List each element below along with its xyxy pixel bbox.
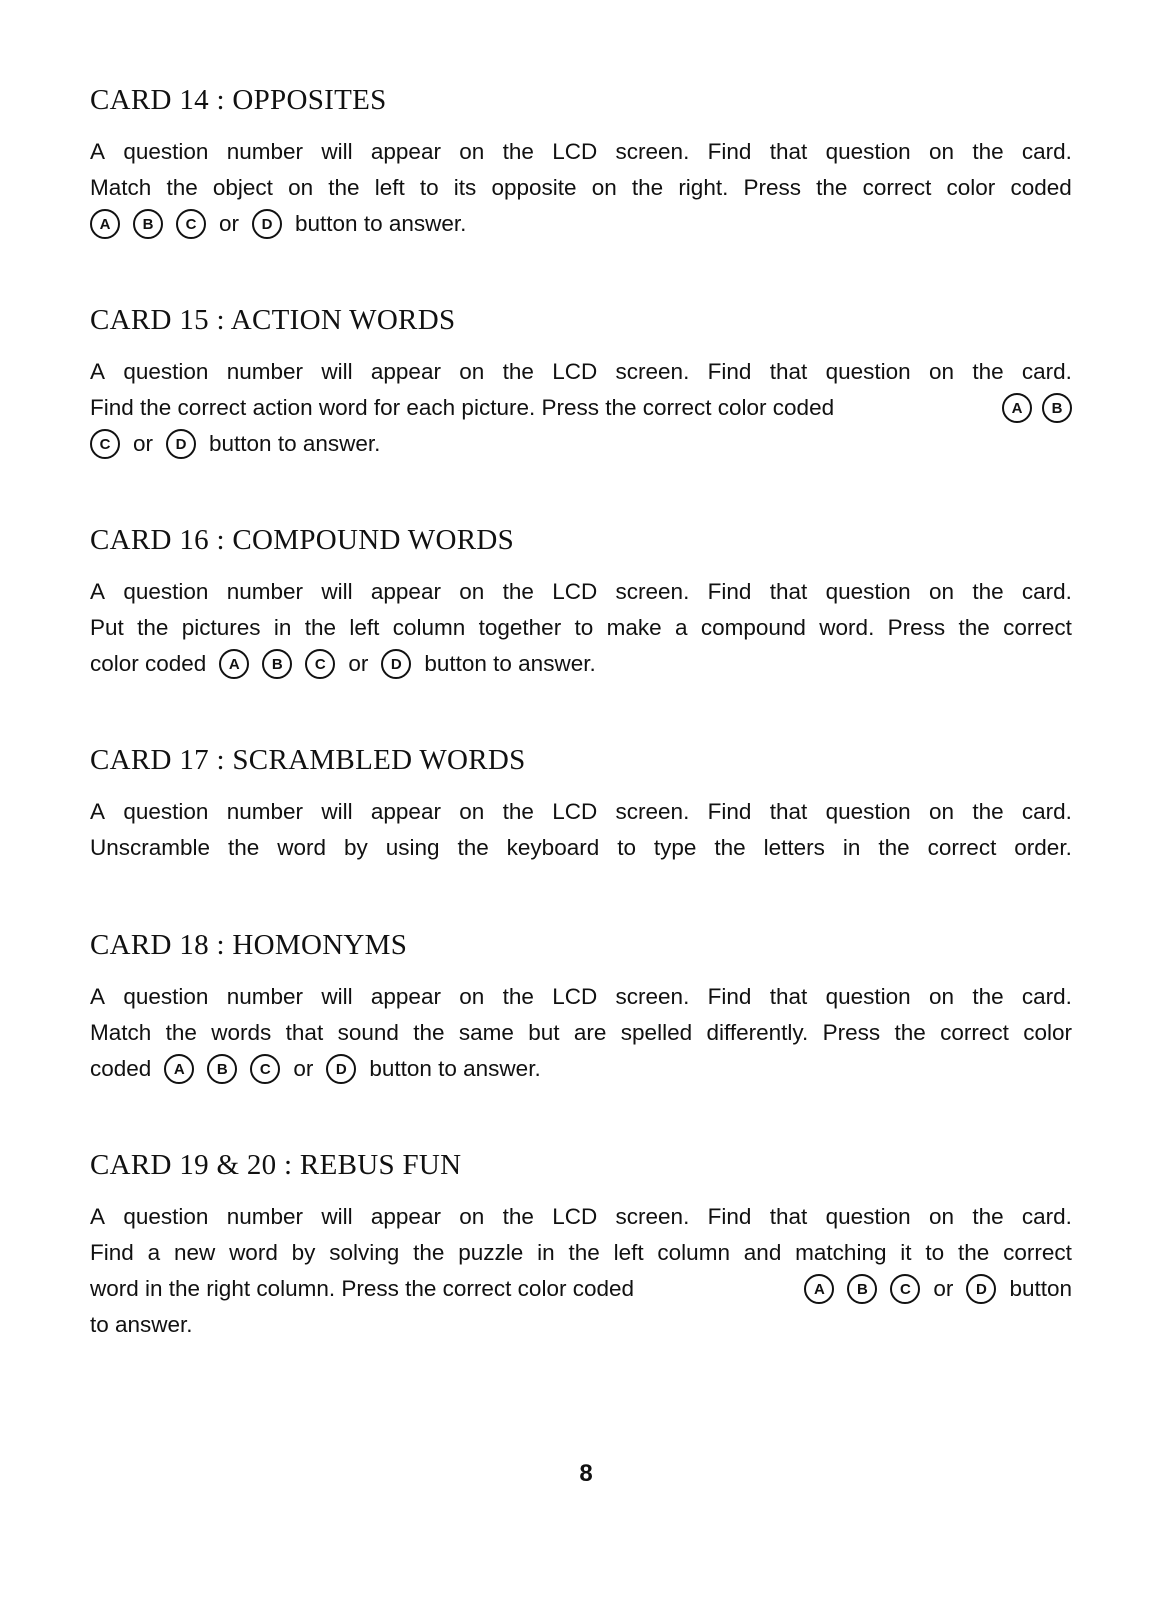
word: number [226, 139, 304, 164]
card-18-line-1 [90, 979, 1072, 1015]
page-number: 8 [579, 1460, 593, 1487]
word: matching [795, 1240, 887, 1265]
word: A [90, 579, 106, 604]
button-c-icon: C [90, 429, 120, 459]
word: card. [1021, 579, 1072, 604]
word: question [123, 799, 209, 824]
word: question [123, 359, 209, 384]
card-18-line-3-text-after: button to answer. [369, 1056, 541, 1081]
button-b-icon: B [133, 209, 163, 239]
word: and [743, 1240, 782, 1265]
word: the [328, 175, 360, 200]
card-18-section [90, 925, 1072, 1087]
word: question [825, 359, 911, 384]
card-14-line-2 [90, 170, 1072, 206]
card-15-line-3 [90, 426, 1072, 462]
word: appear [370, 799, 441, 824]
card-16-line-3-text-after: button to answer. [424, 651, 596, 676]
word: will [321, 139, 353, 164]
word: on [459, 139, 485, 164]
word: the [413, 1240, 445, 1265]
word: question [825, 984, 911, 1009]
word: color [946, 175, 996, 200]
word: words [211, 1020, 272, 1045]
word: the [502, 359, 534, 384]
word: card. [1021, 799, 1072, 824]
button-a-icon: A [219, 649, 249, 679]
word: on [459, 359, 485, 384]
word: will [321, 359, 353, 384]
word: Press [822, 1020, 881, 1045]
word: the [228, 835, 260, 860]
word: Unscramble [90, 835, 211, 860]
word: on [928, 359, 954, 384]
word: make [606, 615, 662, 640]
word: to [925, 1240, 945, 1265]
word: right. [678, 175, 729, 200]
word: on [288, 175, 314, 200]
word: the [457, 835, 489, 860]
word: the [816, 175, 848, 200]
word: the [631, 175, 664, 200]
word: question [825, 1204, 911, 1229]
button-d-icon: D [966, 1274, 996, 1304]
word: the [568, 1240, 600, 1265]
word: the [502, 139, 534, 164]
button-a-icon: A [804, 1274, 834, 1304]
card-19-20-line-3 [90, 1271, 1072, 1307]
word: card. [1021, 984, 1072, 1009]
word: on [928, 579, 954, 604]
word: the [502, 799, 534, 824]
word: differently. [706, 1020, 809, 1045]
word: coded [1010, 175, 1072, 200]
word: appear [370, 359, 441, 384]
word: the [502, 1204, 534, 1229]
or-text: or [348, 651, 369, 676]
word: the [958, 615, 990, 640]
word: sound [337, 1020, 399, 1045]
word: the [502, 984, 534, 1009]
card-14-section [90, 80, 1072, 242]
word: A [90, 984, 106, 1009]
word: appear [370, 1204, 441, 1229]
word: Find [707, 579, 752, 604]
word: screen. [615, 359, 690, 384]
word: are [573, 1020, 607, 1045]
card-19-20-line-2 [90, 1235, 1072, 1271]
button-b-icon: B [1042, 393, 1072, 423]
word: color [1023, 1020, 1072, 1045]
word: a [147, 1240, 161, 1265]
or-text: or [133, 431, 154, 456]
word: the [957, 1240, 990, 1265]
word: compound [700, 615, 806, 640]
word: Find [707, 359, 752, 384]
word: card. [1021, 359, 1072, 384]
word: column [657, 1240, 730, 1265]
card-17-line-2 [90, 830, 1072, 866]
word: on [459, 799, 485, 824]
word: Match [90, 175, 152, 200]
word: the [972, 359, 1004, 384]
card-18-line-2 [90, 1015, 1072, 1051]
word: word [277, 835, 327, 860]
button-b-icon: B [847, 1274, 877, 1304]
word: puzzle [458, 1240, 524, 1265]
word: Press [743, 175, 802, 200]
card-17-title: CARD 17 : SCRAMBLED WORDS [90, 744, 526, 776]
word: on [459, 579, 485, 604]
word: keyboard [506, 835, 600, 860]
word: the [714, 835, 746, 860]
word: card. [1021, 139, 1072, 164]
word: spelled [620, 1020, 693, 1045]
card-14-line-1 [90, 134, 1072, 170]
word: card. [1021, 1204, 1072, 1229]
word: the [165, 1020, 197, 1045]
word: that [769, 579, 808, 604]
word: correct [862, 175, 932, 200]
word: Find [90, 1240, 134, 1265]
word: screen. [615, 799, 690, 824]
card-19-20-instructions [90, 1199, 1072, 1343]
word: the [972, 984, 1004, 1009]
word: to [574, 615, 594, 640]
word: Find [707, 1204, 752, 1229]
word: to [419, 175, 439, 200]
word: the [413, 1020, 445, 1045]
word: number [226, 799, 304, 824]
card-18-title: CARD 18 : HOMONYMS [90, 929, 408, 961]
button-d-icon: D [326, 1054, 356, 1084]
word: on [928, 139, 954, 164]
or-text: or [293, 1056, 314, 1081]
card-15-line-2 [90, 390, 1072, 426]
card-16-line-2 [90, 610, 1072, 646]
word: A [90, 359, 106, 384]
card-18-instructions [90, 979, 1072, 1087]
word: the [894, 1020, 926, 1045]
word: question [123, 984, 209, 1009]
word: Match [90, 1020, 152, 1045]
card-16-line-3 [90, 646, 1072, 682]
word: the [972, 1204, 1004, 1229]
word: Press [887, 615, 946, 640]
card-15-section [90, 300, 1072, 462]
word: LCD [552, 799, 598, 824]
word: LCD [552, 359, 598, 384]
word: screen. [615, 1204, 690, 1229]
or-text: or [933, 1276, 954, 1301]
word: that [769, 1204, 808, 1229]
word: LCD [552, 1204, 598, 1229]
word: number [226, 1204, 304, 1229]
button-a-icon: A [90, 209, 120, 239]
word: that [285, 1020, 324, 1045]
word: on [928, 799, 954, 824]
word: question [123, 579, 209, 604]
word: the [878, 835, 910, 860]
word: the [972, 579, 1004, 604]
word: correct [940, 1020, 1009, 1045]
word: will [321, 984, 353, 1009]
card-16-line-3-text-before: color coded [90, 651, 207, 676]
word: Find [707, 799, 752, 824]
word: appear [370, 579, 441, 604]
word: the [972, 799, 1004, 824]
button-a-icon: A [1002, 393, 1032, 423]
word: that [769, 359, 808, 384]
button-d-icon: D [381, 649, 411, 679]
word: but [528, 1020, 560, 1045]
word: in [273, 615, 292, 640]
word: on [459, 984, 485, 1009]
or-text: or [219, 211, 240, 236]
word: word [229, 1240, 278, 1265]
word: that [769, 139, 808, 164]
word: will [321, 579, 353, 604]
card-16-section [90, 520, 1072, 682]
word: Find [707, 139, 752, 164]
word: screen. [615, 139, 690, 164]
word: A [90, 1204, 106, 1229]
word: question [123, 1204, 209, 1229]
word: question [825, 579, 911, 604]
card-16-title: CARD 16 : COMPOUND WORDS [90, 524, 515, 556]
button-d-icon: D [166, 429, 196, 459]
word: screen. [615, 984, 690, 1009]
card-19-20-line-3-text-before: word in the right column. Press the correct color coded [90, 1276, 634, 1301]
card-15-line-2-text: Find the correct action word for each picture. Press the correct color coded [90, 395, 835, 420]
word: opposite [491, 175, 577, 200]
word: Find [707, 984, 752, 1009]
word: left [349, 615, 380, 640]
word: the [166, 175, 198, 200]
card-19-20-section [90, 1145, 1072, 1343]
word: appear [370, 139, 441, 164]
word: a [675, 615, 688, 640]
button-c-icon: C [305, 649, 335, 679]
word: on [928, 1204, 954, 1229]
card-19-20-line-4: to answer. [90, 1312, 193, 1337]
word: using [385, 835, 440, 860]
card-15-instructions [90, 354, 1072, 462]
word: that [769, 984, 808, 1009]
button-b-icon: B [207, 1054, 237, 1084]
word: letters [763, 835, 825, 860]
word: on [459, 1204, 485, 1229]
card-18-line-3 [90, 1051, 1072, 1087]
button-a-icon: A [164, 1054, 194, 1084]
word: question [825, 139, 911, 164]
word: that [769, 799, 808, 824]
card-19-20-title: CARD 19 & 20 : REBUS FUN [90, 1149, 462, 1181]
word: by [343, 835, 368, 860]
word: number [226, 359, 304, 384]
word: correct [1003, 615, 1072, 640]
word: object [212, 175, 273, 200]
card-17-line-1 [90, 794, 1072, 830]
word: same [458, 1020, 514, 1045]
card-18-line-3-text-before: coded [90, 1056, 152, 1081]
word: the [304, 615, 337, 640]
card-14-line-3-text: button to answer. [295, 211, 467, 236]
word: its [453, 175, 477, 200]
word: will [321, 799, 353, 824]
word: number [226, 984, 304, 1009]
card-14-instructions [90, 134, 1072, 242]
word: correct [927, 835, 997, 860]
card-15-line-3-text: button to answer. [209, 431, 381, 456]
word: correct [1003, 1240, 1072, 1265]
word: the [502, 579, 534, 604]
card-14-line-3 [90, 206, 1072, 242]
card-15-line-1 [90, 354, 1072, 390]
word: number [226, 579, 304, 604]
word: the [137, 615, 169, 640]
word: new [173, 1240, 216, 1265]
word: A [90, 139, 106, 164]
card-16-line-1 [90, 574, 1072, 610]
word: by [291, 1240, 316, 1265]
card-15-title: CARD 15 : ACTION WORDS [90, 304, 456, 336]
card-16-instructions [90, 574, 1072, 682]
word: LCD [552, 579, 598, 604]
word: word. [819, 615, 875, 640]
word: in [537, 1240, 555, 1265]
card-19-20-line-1 [90, 1199, 1072, 1235]
word: appear [370, 984, 441, 1009]
button-c-icon: C [250, 1054, 280, 1084]
word: in [842, 835, 861, 860]
word: to [617, 835, 636, 860]
word: LCD [552, 984, 598, 1009]
card-19-20-line-3-text-after: button [1009, 1276, 1072, 1301]
button-b-icon: B [262, 649, 292, 679]
word: on [591, 175, 617, 200]
word: the [972, 139, 1004, 164]
word: left [613, 1240, 644, 1265]
word: it [900, 1240, 912, 1265]
word: Put [90, 615, 124, 640]
card-17-instructions [90, 794, 1072, 866]
word: pictures [181, 615, 261, 640]
word: question [123, 139, 209, 164]
word: together [478, 615, 562, 640]
button-c-icon: C [890, 1274, 920, 1304]
card-17-section [90, 740, 1072, 866]
word: type [653, 835, 697, 860]
button-d-icon: D [252, 209, 282, 239]
word: question [825, 799, 911, 824]
word: left [374, 175, 405, 200]
card-14-title: CARD 14 : OPPOSITES [90, 84, 387, 116]
word: screen. [615, 579, 690, 604]
button-c-icon: C [176, 209, 206, 239]
word: will [321, 1204, 353, 1229]
word: on [928, 984, 954, 1009]
word: order. [1014, 835, 1072, 860]
word: A [90, 799, 106, 824]
word: column [392, 615, 466, 640]
word: solving [329, 1240, 400, 1265]
word: LCD [552, 139, 598, 164]
